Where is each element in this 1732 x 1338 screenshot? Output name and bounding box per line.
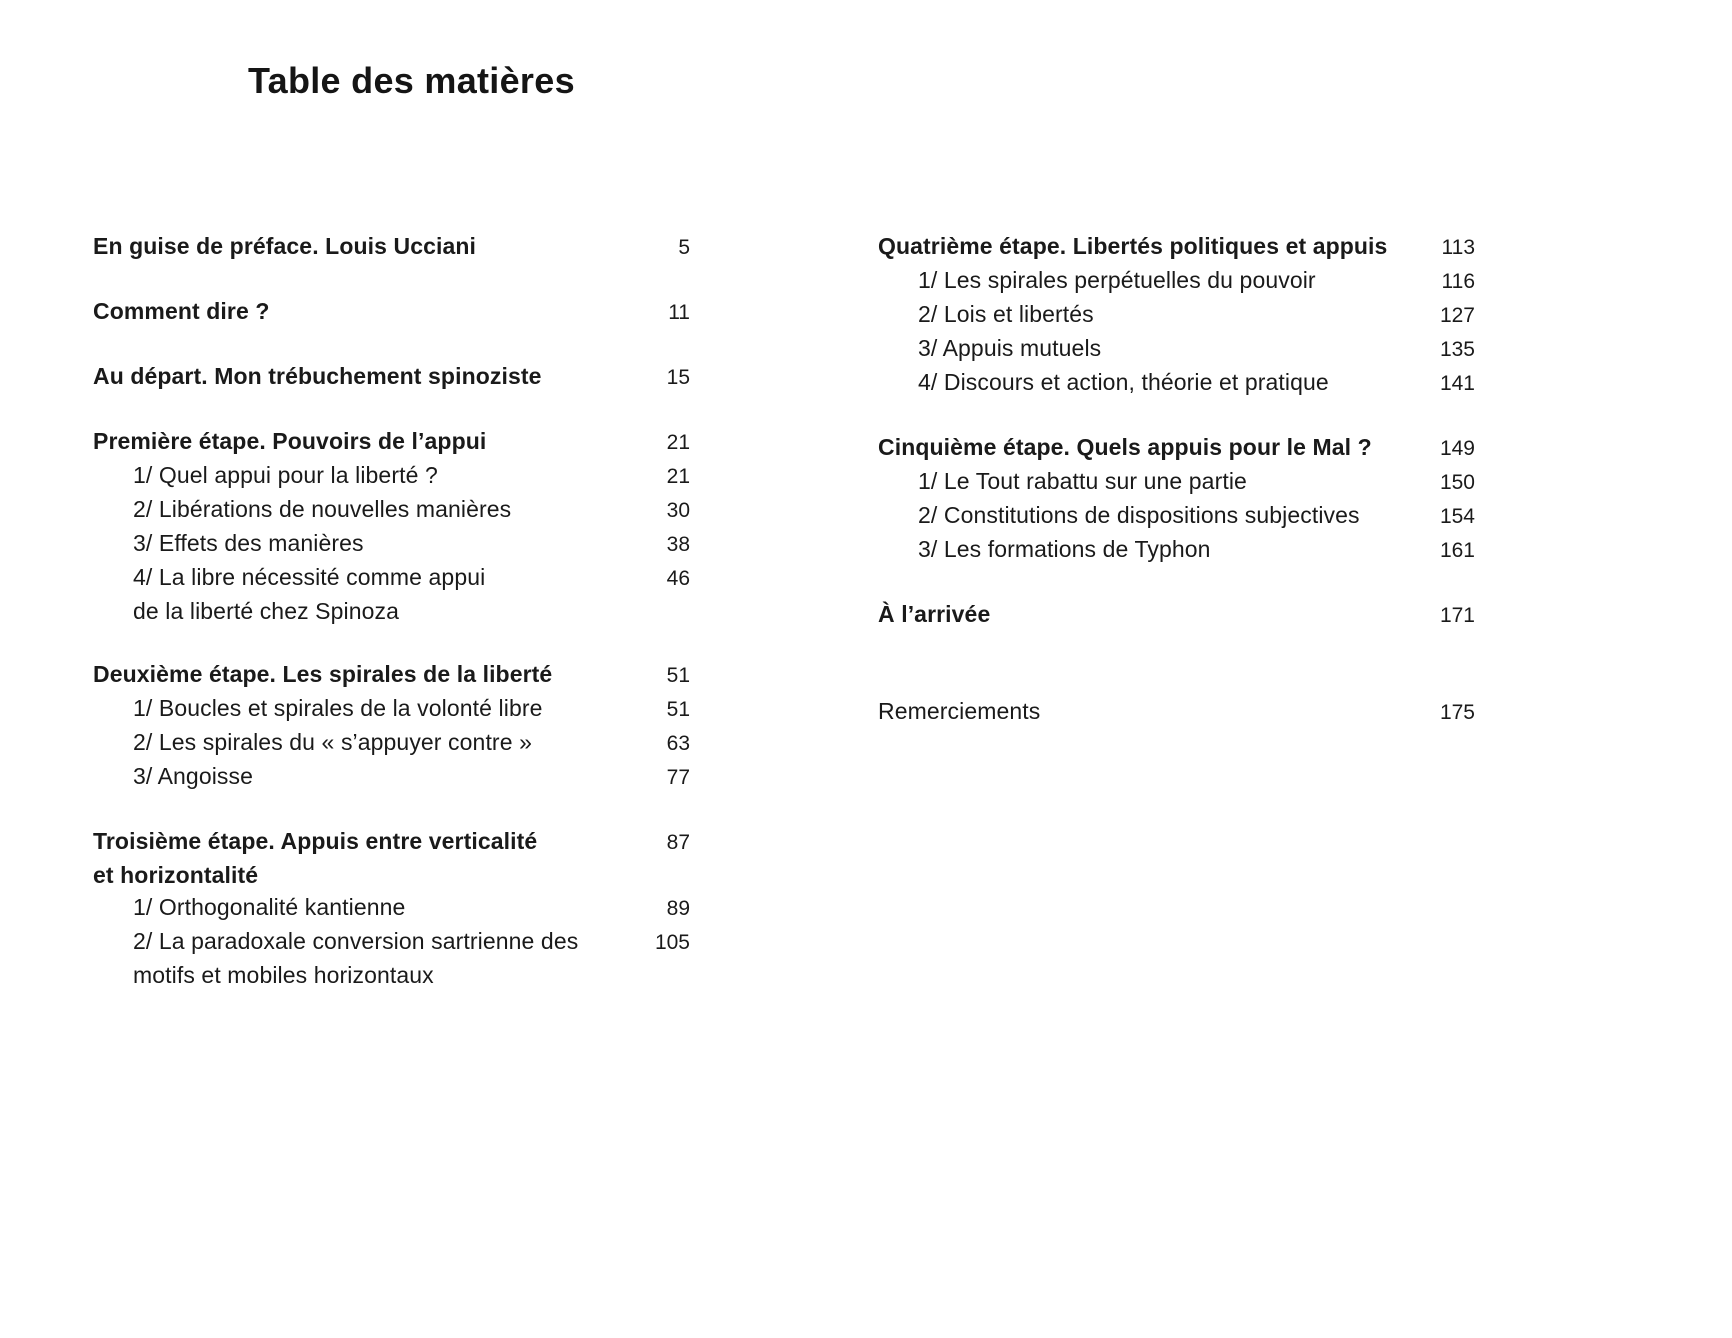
toc-entry xyxy=(93,493,690,527)
toc-entry xyxy=(878,366,1475,400)
toc-section-heading xyxy=(93,360,690,394)
toc-page-number: 21 xyxy=(666,431,690,454)
toc-entry-label: Première étape. Pouvoirs de l’appui xyxy=(93,428,487,454)
toc-entry xyxy=(878,298,1475,332)
toc-page-number: 105 xyxy=(654,931,690,954)
toc-entry xyxy=(93,760,690,794)
toc-entry-label: 1/ Les spirales perpétuelles du pouvoir xyxy=(918,267,1316,293)
toc-entry xyxy=(878,499,1475,533)
toc-page-number: 51 xyxy=(666,664,690,687)
toc-section-heading xyxy=(93,859,690,891)
toc-column-left xyxy=(93,230,690,991)
toc-page-number: 161 xyxy=(1439,539,1475,562)
toc-section xyxy=(93,295,690,329)
toc-entry-label: 3/ Effets des manières xyxy=(133,530,364,556)
toc-entry-label: 1/ Le Tout rabattu sur une partie xyxy=(918,468,1247,494)
toc-entry-label: Au départ. Mon trébuchement spinoziste xyxy=(93,363,542,389)
toc-entry-label: 3/ Appuis mutuels xyxy=(918,335,1102,361)
toc-entry xyxy=(93,726,690,760)
toc-section-heading xyxy=(878,598,1475,632)
toc-entry xyxy=(93,527,690,561)
toc-entry-label: 2/ Constitutions de dispositions subjectives xyxy=(918,502,1360,528)
toc-entry xyxy=(878,264,1475,298)
toc-entry-label: 4/ La libre nécessité comme appui xyxy=(133,564,486,590)
toc-page-number: 135 xyxy=(1439,338,1475,361)
toc-entry-label: de la liberté chez Spinoza xyxy=(133,598,399,624)
toc-page-number: 127 xyxy=(1439,304,1475,327)
page-title: Table des matières xyxy=(248,60,575,101)
toc-section-heading xyxy=(93,658,690,692)
toc-entry-label: 2/ La paradoxale conversion sartrienne des xyxy=(133,928,579,954)
toc-page-number: 51 xyxy=(666,698,690,721)
toc-page-number: 171 xyxy=(1439,604,1475,627)
toc-entry xyxy=(93,891,690,925)
toc-entry-label: Troisième étape. Appuis entre verticalité xyxy=(93,828,538,854)
toc-section-heading xyxy=(878,230,1475,264)
toc-page-number: 63 xyxy=(666,732,690,755)
toc-section xyxy=(93,230,690,264)
toc-entry xyxy=(93,959,690,991)
toc-entry xyxy=(93,459,690,493)
toc-entry-label: À l’arrivée xyxy=(878,601,991,627)
toc-section xyxy=(93,360,690,394)
toc-entry-label: 1/ Orthogonalité kantienne xyxy=(133,894,406,920)
toc-page-number: 46 xyxy=(666,567,690,590)
toc-page-number: 154 xyxy=(1439,505,1475,528)
toc-entry-label: 3/ Angoisse xyxy=(133,763,254,789)
toc-section xyxy=(93,425,690,627)
toc-column-right xyxy=(878,230,1475,729)
toc-entry xyxy=(93,595,690,627)
toc-section-heading xyxy=(878,431,1475,465)
toc-entry xyxy=(93,561,690,595)
toc-entry-label: et horizontalité xyxy=(93,862,259,888)
toc-section xyxy=(93,658,690,794)
toc-page-number: 89 xyxy=(666,897,690,920)
toc-page-number: 116 xyxy=(1441,270,1475,293)
toc-section-heading xyxy=(93,230,690,264)
toc-section xyxy=(878,695,1475,729)
toc-page-number: 77 xyxy=(666,766,690,789)
toc-entry-label: Remerciements xyxy=(878,698,1041,724)
toc-page-number: 149 xyxy=(1439,437,1475,460)
toc-page-number: 141 xyxy=(1439,372,1475,395)
toc-page-number: 15 xyxy=(666,366,690,389)
toc-page-number: 21 xyxy=(666,465,690,488)
toc-entry-label: Comment dire ? xyxy=(93,298,270,324)
toc-entry-label: 3/ Les formations de Typhon xyxy=(918,536,1211,562)
toc-entry-label: motifs et mobiles horizontaux xyxy=(133,962,434,988)
toc-entry-label: 1/ Quel appui pour la liberté ? xyxy=(133,462,438,488)
toc-entry-label: 2/ Libérations de nouvelles manières xyxy=(133,496,512,522)
toc-entry xyxy=(878,533,1475,567)
toc-entry-label: Deuxième étape. Les spirales de la liberté xyxy=(93,661,553,687)
toc-section xyxy=(878,431,1475,567)
toc-entry xyxy=(878,332,1475,366)
toc-section xyxy=(93,825,690,991)
toc-entry xyxy=(878,695,1475,729)
toc-entry-label: 2/ Les spirales du « s’appuyer contre » xyxy=(133,729,532,755)
toc-page-number: 38 xyxy=(666,533,690,556)
toc-page-number: 113 xyxy=(1441,236,1475,259)
toc-section-heading xyxy=(93,825,690,859)
toc-entry xyxy=(878,465,1475,499)
toc-page-number: 5 xyxy=(678,236,690,259)
toc-section xyxy=(878,230,1475,400)
toc-entry xyxy=(93,692,690,726)
toc-entry-label: 2/ Lois et libertés xyxy=(918,301,1094,327)
toc-entry-label: 1/ Boucles et spirales de la volonté libre xyxy=(133,695,543,721)
toc-page-number: 150 xyxy=(1439,471,1475,494)
toc-entry-label: Quatrième étape. Libertés politiques et appuis xyxy=(878,233,1388,259)
toc-entry xyxy=(93,925,690,959)
toc-page-number: 87 xyxy=(666,831,690,854)
toc-entry-label: 4/ Discours et action, théorie et pratique xyxy=(918,369,1329,395)
toc-page-number: 11 xyxy=(668,301,690,324)
toc-entry-label: Cinquième étape. Quels appuis pour le Mal ? xyxy=(878,434,1372,460)
toc-section-heading xyxy=(93,295,690,329)
toc-section xyxy=(878,598,1475,632)
toc-entry-label: En guise de préface. Louis Ucciani xyxy=(93,233,477,259)
toc-section-heading xyxy=(93,425,690,459)
toc-page-number: 30 xyxy=(666,499,690,522)
toc-page-number: 175 xyxy=(1439,701,1475,724)
